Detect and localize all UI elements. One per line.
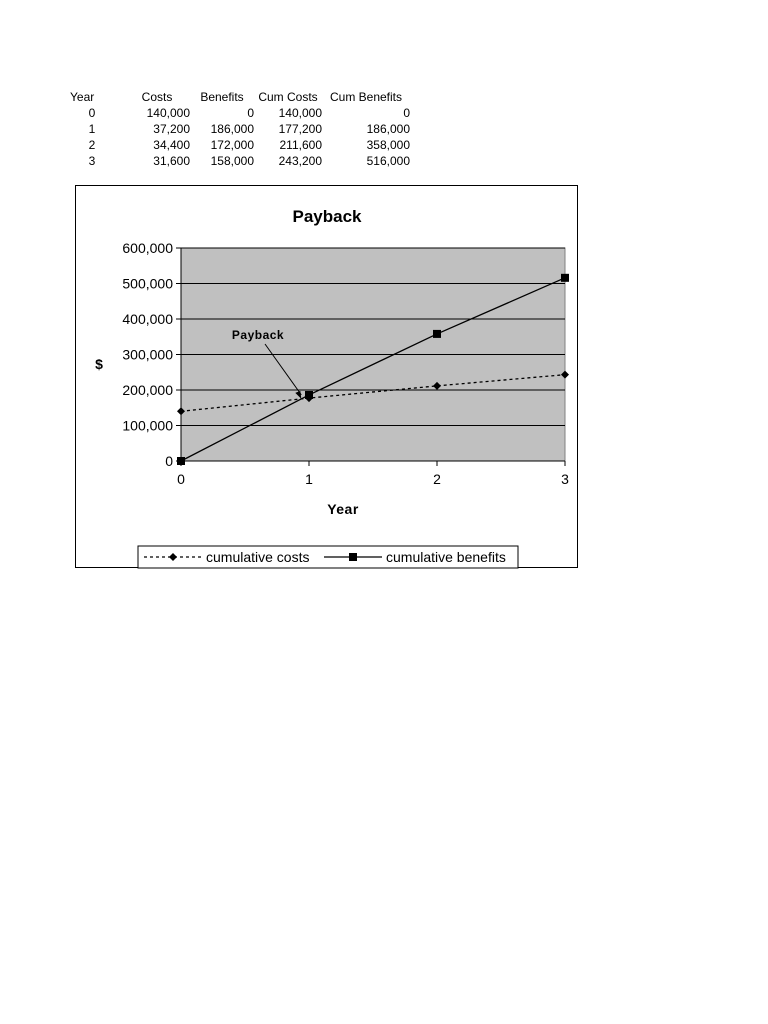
legend-label: cumulative benefits (386, 549, 506, 565)
chart-container (75, 185, 578, 568)
table-cell: 243,200 (278, 154, 322, 168)
data-point (305, 391, 313, 399)
y-axis-ticks (122, 240, 181, 469)
table-cell: 0 (88, 106, 96, 120)
legend-marker (349, 553, 357, 561)
column-header: Cum Costs (258, 90, 318, 104)
x-tick-label: 1 (305, 471, 313, 487)
table-cell: 37,200 (153, 122, 190, 136)
y-tick-label: 200,000 (122, 382, 173, 398)
table-cell: 186,000 (210, 122, 254, 136)
legend (138, 546, 518, 568)
x-tick-label: 0 (177, 471, 185, 487)
table-cell: 3 (88, 154, 96, 168)
data-table (60, 89, 410, 169)
x-axis-label: Year (327, 501, 359, 517)
table-row (60, 121, 410, 137)
column-header: Costs (141, 90, 173, 104)
table-cell: 1 (88, 122, 96, 136)
y-tick-label: 400,000 (122, 311, 173, 327)
table-cell: 158,000 (210, 154, 254, 168)
table-cell: 34,400 (153, 138, 190, 152)
column-header: Year (70, 90, 95, 104)
column-header: Benefits (200, 90, 244, 104)
table-cell: 172,000 (210, 138, 254, 152)
table-cell: 0 (247, 106, 254, 120)
y-axis-label: $ (95, 356, 103, 372)
table-cell: 177,200 (278, 122, 322, 136)
table-cell: 358,000 (366, 138, 410, 152)
table-cell: 186,000 (366, 122, 410, 136)
y-tick-label: 0 (165, 453, 173, 469)
table-header-row (60, 89, 410, 105)
table-cell: 140,000 (146, 106, 190, 120)
annotation-label: Payback (231, 328, 285, 342)
table-row (60, 153, 410, 169)
y-tick-label: 100,000 (122, 417, 173, 434)
payback-chart (76, 186, 579, 569)
x-tick-label: 3 (561, 471, 569, 487)
y-tick-label: 300,000 (122, 346, 173, 363)
table-cell: 31,600 (153, 154, 190, 168)
table-cell: 516,000 (366, 154, 410, 168)
chart-title: Payback (292, 207, 362, 226)
table-row (60, 137, 410, 153)
table-row (60, 105, 410, 121)
table-cell: 140,000 (278, 106, 322, 120)
x-axis-ticks (177, 461, 569, 487)
table-cell: 211,600 (279, 138, 322, 152)
data-point (561, 274, 569, 282)
x-tick-label: 2 (433, 471, 441, 487)
legend-label: cumulative costs (206, 549, 310, 565)
y-tick-label: 500,000 (122, 275, 173, 292)
y-tick-label: 600,000 (122, 240, 173, 256)
table-cell: 2 (88, 138, 96, 152)
data-point (177, 457, 185, 465)
column-header: Cum Benefits (329, 90, 403, 104)
data-point (433, 330, 441, 338)
table-cell: 0 (403, 106, 410, 120)
